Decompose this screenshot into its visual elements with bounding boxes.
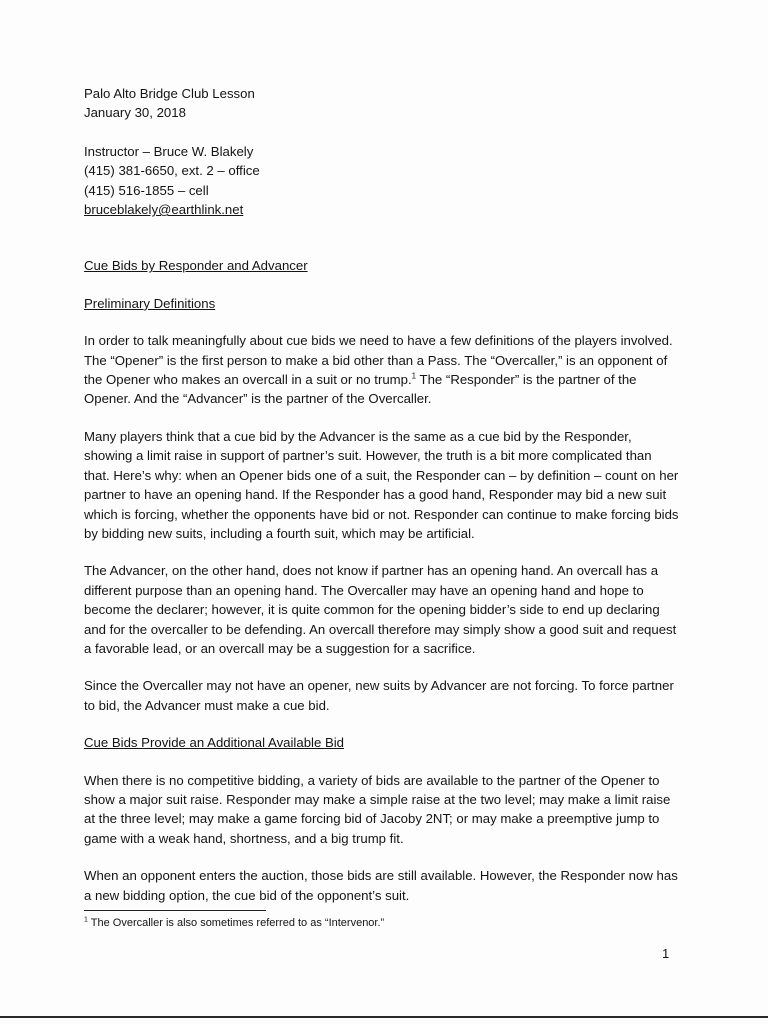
- section-heading-preliminary-definitions: Preliminary Definitions: [84, 295, 216, 311]
- section-heading-additional-bid: Cue Bids Provide an Additional Available Bid: [84, 735, 345, 751]
- footnote: [84, 916, 384, 930]
- paragraph-advancer: The Advancer, on the other hand, does not know if partner has an opening hand. An overcall has a different purpose than an opening hand. The Overcaller may have an opening hand and hope to become the declarer; however, it is quite common for the opening bidder’s side to end up declaring and for the overcaller to be defending. An overcall therefore may simply show a good suit and request a favorable lead, or an overcall may be a suggestion for a sacrifice.: [84, 563, 677, 656]
- document-title: Cue Bids by Responder and Advancer: [84, 258, 308, 274]
- paragraph-opponent-enters: When an opponent enters the auction, those bids are still available. However, the Responder now has a new bidding option, the cue bid of the opponent’s suit.: [84, 868, 678, 903]
- paragraph-force-partner: Since the Overcaller may not have an opener, new suits by Advancer are not forcing. To force partner to bid, the Advancer must make a cue bid.: [84, 678, 674, 713]
- paragraph-definitions-tail: The “Responder” is the partner of the Opener. And the “Advancer” is the partner of the Overcaller.: [84, 372, 637, 407]
- footnote-marker: 1: [84, 916, 88, 924]
- page-bottom-edge: [0, 1016, 768, 1018]
- office-phone: (415) 381-6650, ext. 2 – office: [84, 163, 260, 179]
- footnote-divider: [84, 910, 266, 911]
- cell-phone: (415) 516-1855 – cell: [84, 182, 209, 198]
- paragraph-definitions-main: In order to talk meaningfully about cue bids we need to have a few definitions of the players involved. The “Opener” is the first person to make a bid other than a Pass. The “Overcaller,” is an opponent of the Opener who makes an overcall in a suit or no trump.: [84, 333, 673, 388]
- document-body: [84, 84, 680, 905]
- paragraph-no-competition: When there is no competitive bidding, a variety of bids are available to the partner of the Opener to show a major suit raise. Responder may make a simple raise at the two level; may make a limit raise at the three level; may make a game forcing bid of Jacoby 2NT; or may make a preemptive jump to game with a weak hand, shortness, and a big trump fit.: [84, 772, 671, 846]
- instructor-line: Instructor – Bruce W. Blakely: [84, 143, 254, 159]
- footnote-text: The Overcaller is also sometimes referred to as “Intervenor.”: [90, 917, 385, 929]
- club-lesson-line: Palo Alto Bridge Club Lesson: [84, 86, 255, 101]
- footnote-reference: 1: [411, 371, 417, 381]
- page-number: 1: [662, 946, 670, 961]
- lesson-date: January 30, 2018: [84, 105, 186, 121]
- email-link[interactable]: bruceblakely@earthlink.net: [84, 202, 244, 218]
- paragraph-cue-bid-comparison: Many players think that a cue bid by the Advancer is the same as a cue bid by the Responder, showing a limit raise in support of partner’s suit. However, the truth is a bit more complicated than that. Here’s why: when an Opener bids one of a suit, the Responder can – by definition – count on her partner to have an opening hand. If the Responder has a good hand, Responder may bid a new suit which is forcing, whether the opponents have bid or not. Responder can continue to make forcing bids by bidding new suits, including a fourth suit, which may be artificial.: [84, 428, 679, 541]
- paragraph-definitions: [84, 331, 680, 409]
